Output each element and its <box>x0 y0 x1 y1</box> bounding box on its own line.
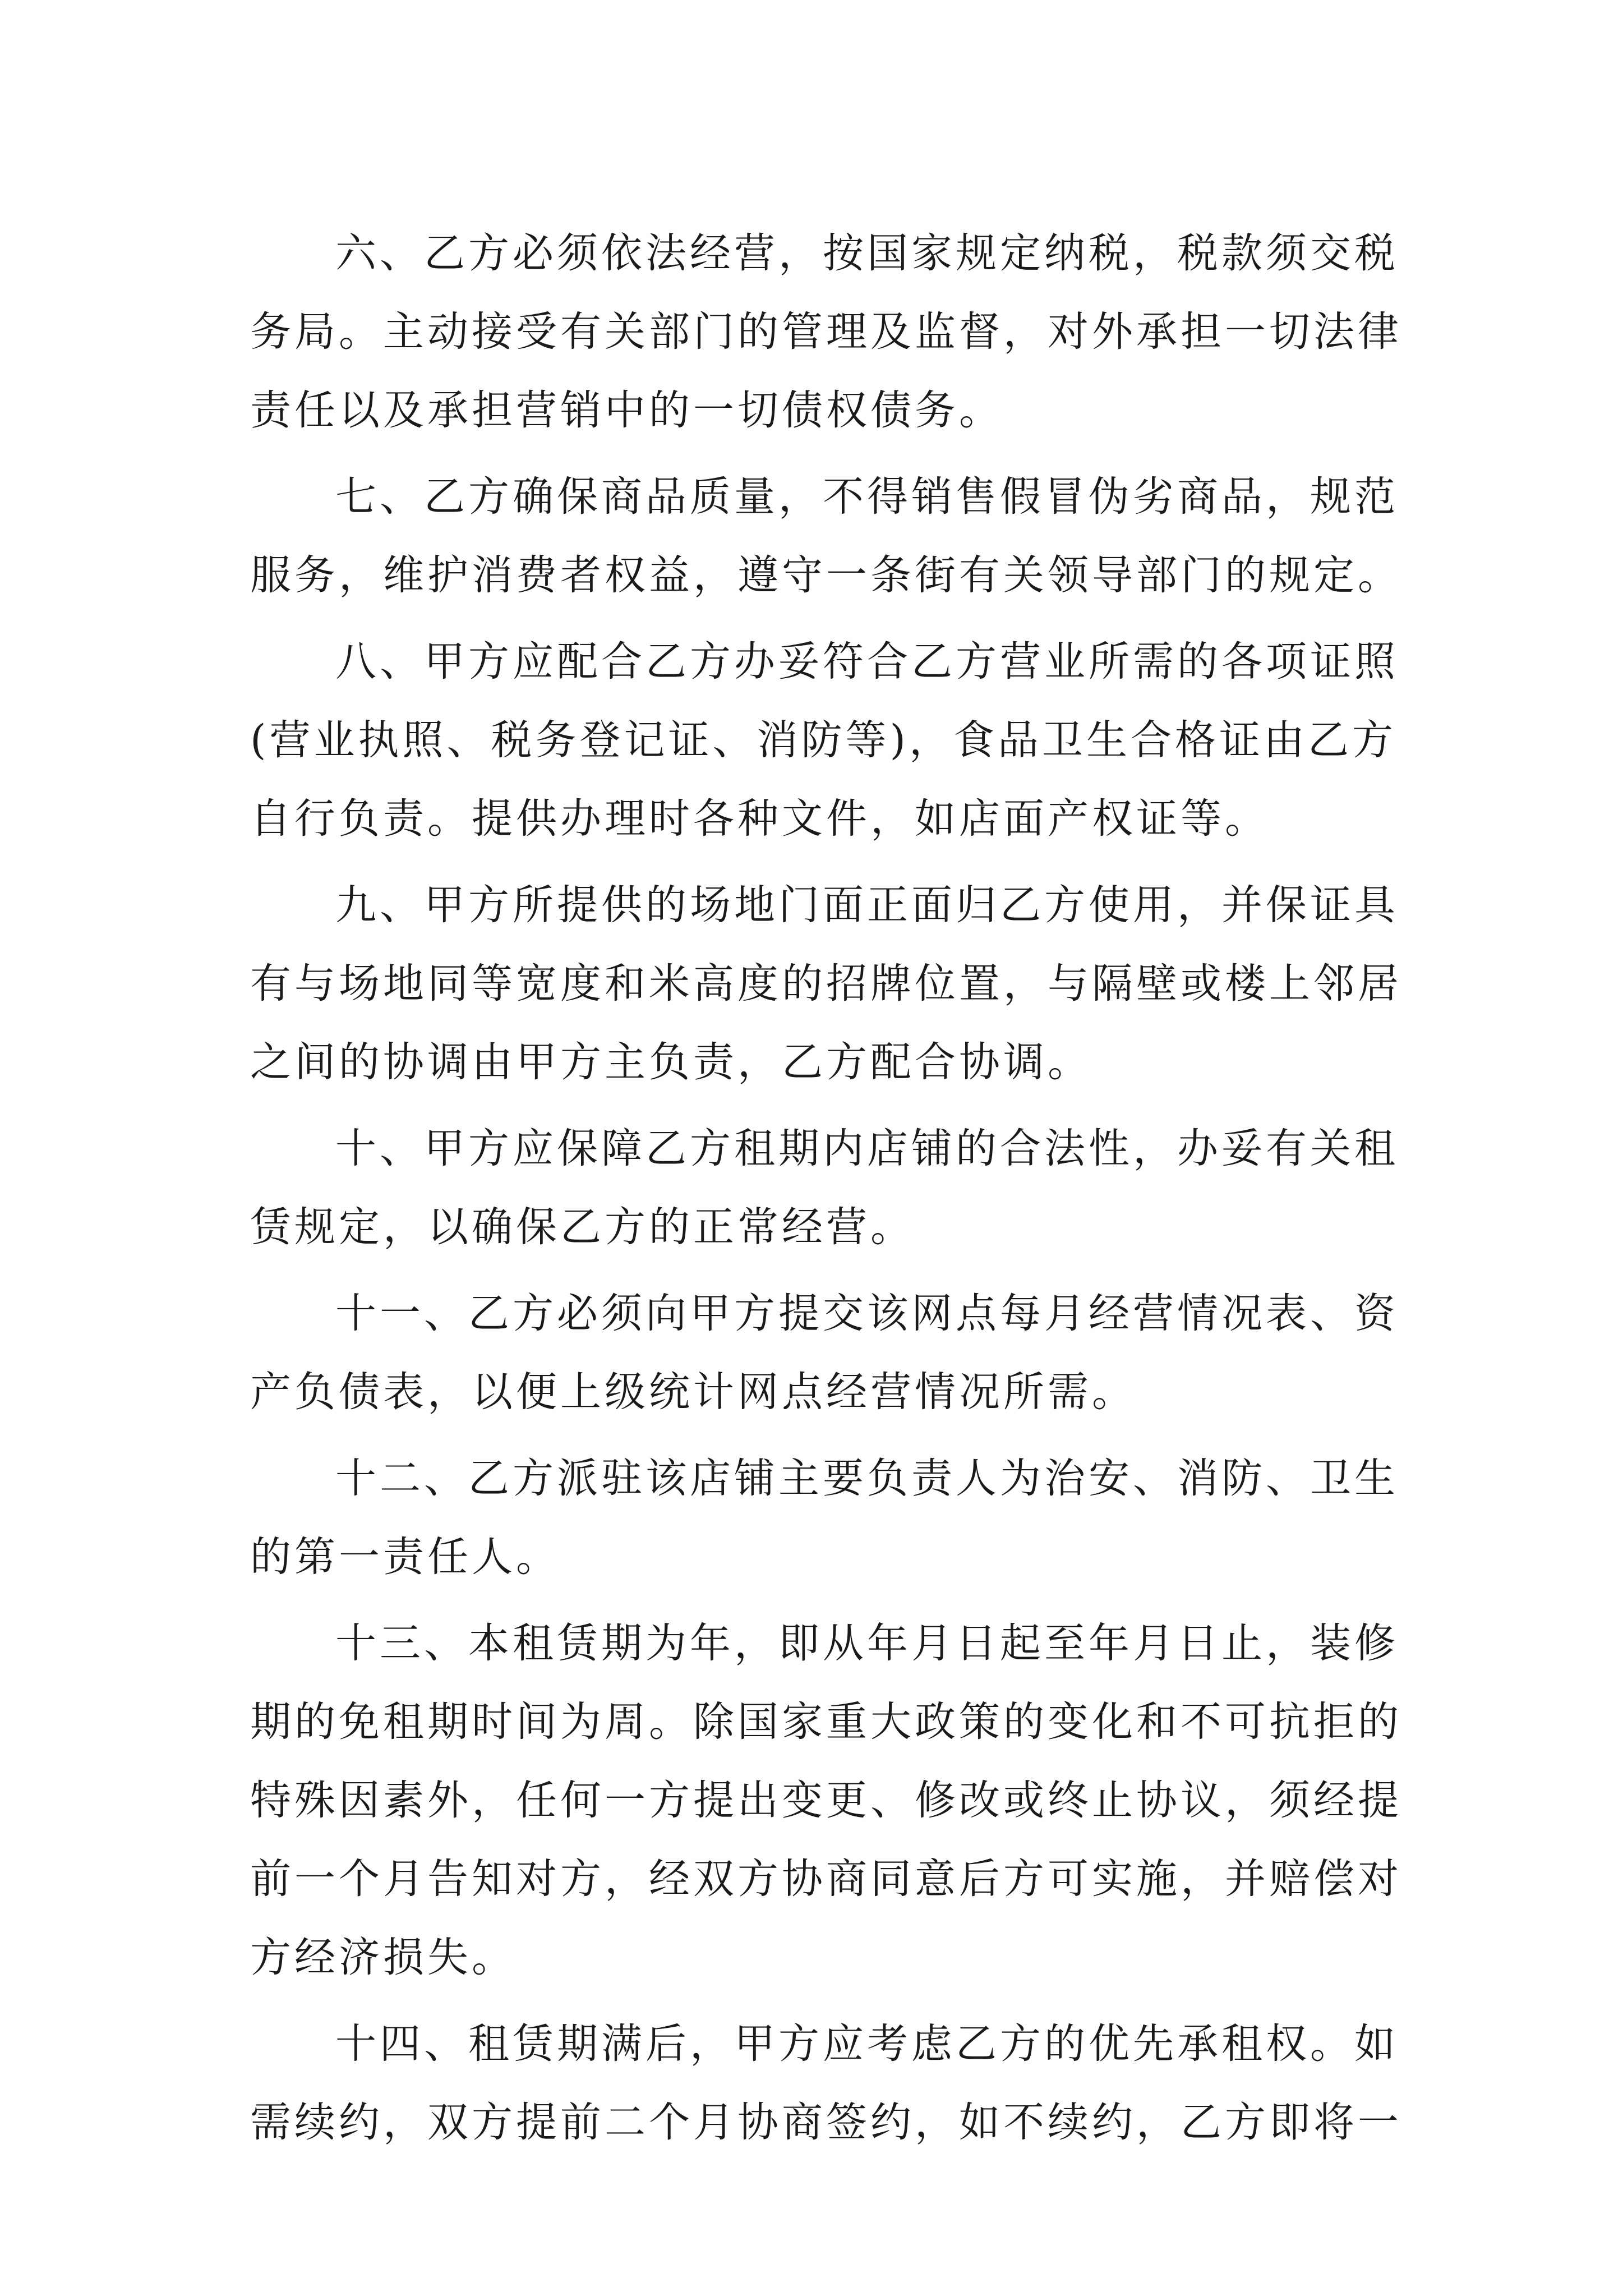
clause-line: 方经济损失。 <box>250 1934 516 1981</box>
clause-13 <box>250 1604 1402 1997</box>
clause-line: 十一、乙方必须向甲方提交该网点每月经营情况表、资 <box>335 1290 1399 1337</box>
clause-11 <box>250 1274 1399 1432</box>
clause-line: 务局。主动接受有关部门的管理及监督，对外承担一切法律 <box>250 308 1402 356</box>
clause-line: 十四、租赁期满后，甲方应考虑乙方的优先承租权。如 <box>335 2020 1399 2068</box>
clause-line: 十二、乙方派驻该店铺主要负责人为治安、消防、卫生 <box>335 1455 1399 1502</box>
clause-line: 需续约，双方提前二个月协商签约，如不续约，乙方即将一 <box>250 2099 1402 2146</box>
clause-10 <box>250 1110 1399 1267</box>
clause-line: 服务，维护消费者权益，遵守一条街有关领导部门的规定。 <box>250 551 1402 599</box>
clause-line: 七、乙方确保商品质量，不得销售假冒伪劣商品，规范 <box>335 473 1399 521</box>
clause-line: 自行负责。提供办理时各种文件，如店面产权证等。 <box>250 795 1269 843</box>
clause-line: 的第一责任人。 <box>250 1533 560 1581</box>
clause-line: 九、甲方所提供的场地门面正面归乙方使用，并保证具 <box>335 881 1399 929</box>
clause-line: 赁规定，以确保乙方的正常经营。 <box>250 1203 915 1251</box>
clause-line: 十三、本租赁期为年，即从年月日起至年月日止，装修 <box>335 1619 1399 1667</box>
clause-14 <box>250 2005 1402 2162</box>
clause-line: 责任以及承担营销中的一切债权债务。 <box>250 386 1003 434</box>
document-body <box>250 214 1402 2170</box>
clause-12 <box>250 1439 1399 1596</box>
clause-line: 期的免租期时间为周。除国家重大政策的变化和不可抗拒的 <box>250 1698 1402 1746</box>
clause-line: 八、甲方应配合乙方办妥符合乙方营业所需的各项证照 <box>335 638 1399 685</box>
clause-line: 前一个月告知对方，经双方协商同意后方可实施，并赔偿对 <box>250 1855 1402 1903</box>
clause-line: 特殊因素外，任何一方提出变更、修改或终止协议，须经提 <box>250 1777 1402 1824</box>
clause-line: 之间的协调由甲方主负责，乙方配合协调。 <box>250 1038 1092 1086</box>
clause-8 <box>250 623 1399 858</box>
clause-line: 六、乙方必须依法经营，按国家规定纳税，税款须交税 <box>335 229 1399 277</box>
clause-9 <box>250 866 1402 1102</box>
clause-line: (营业执照、税务登记证、消防等)，食品卫生合格证由乙方 <box>250 716 1396 764</box>
clause-line: 有与场地同等宽度和米高度的招牌位置，与隔壁或楼上邻居 <box>250 960 1402 1007</box>
clause-7 <box>250 458 1402 615</box>
clause-line: 产负债表，以便上级统计网点经营情况所需。 <box>250 1368 1136 1416</box>
clause-line: 十、甲方应保障乙方租期内店铺的合法性，办妥有关租 <box>335 1125 1399 1172</box>
clause-6 <box>250 214 1402 450</box>
